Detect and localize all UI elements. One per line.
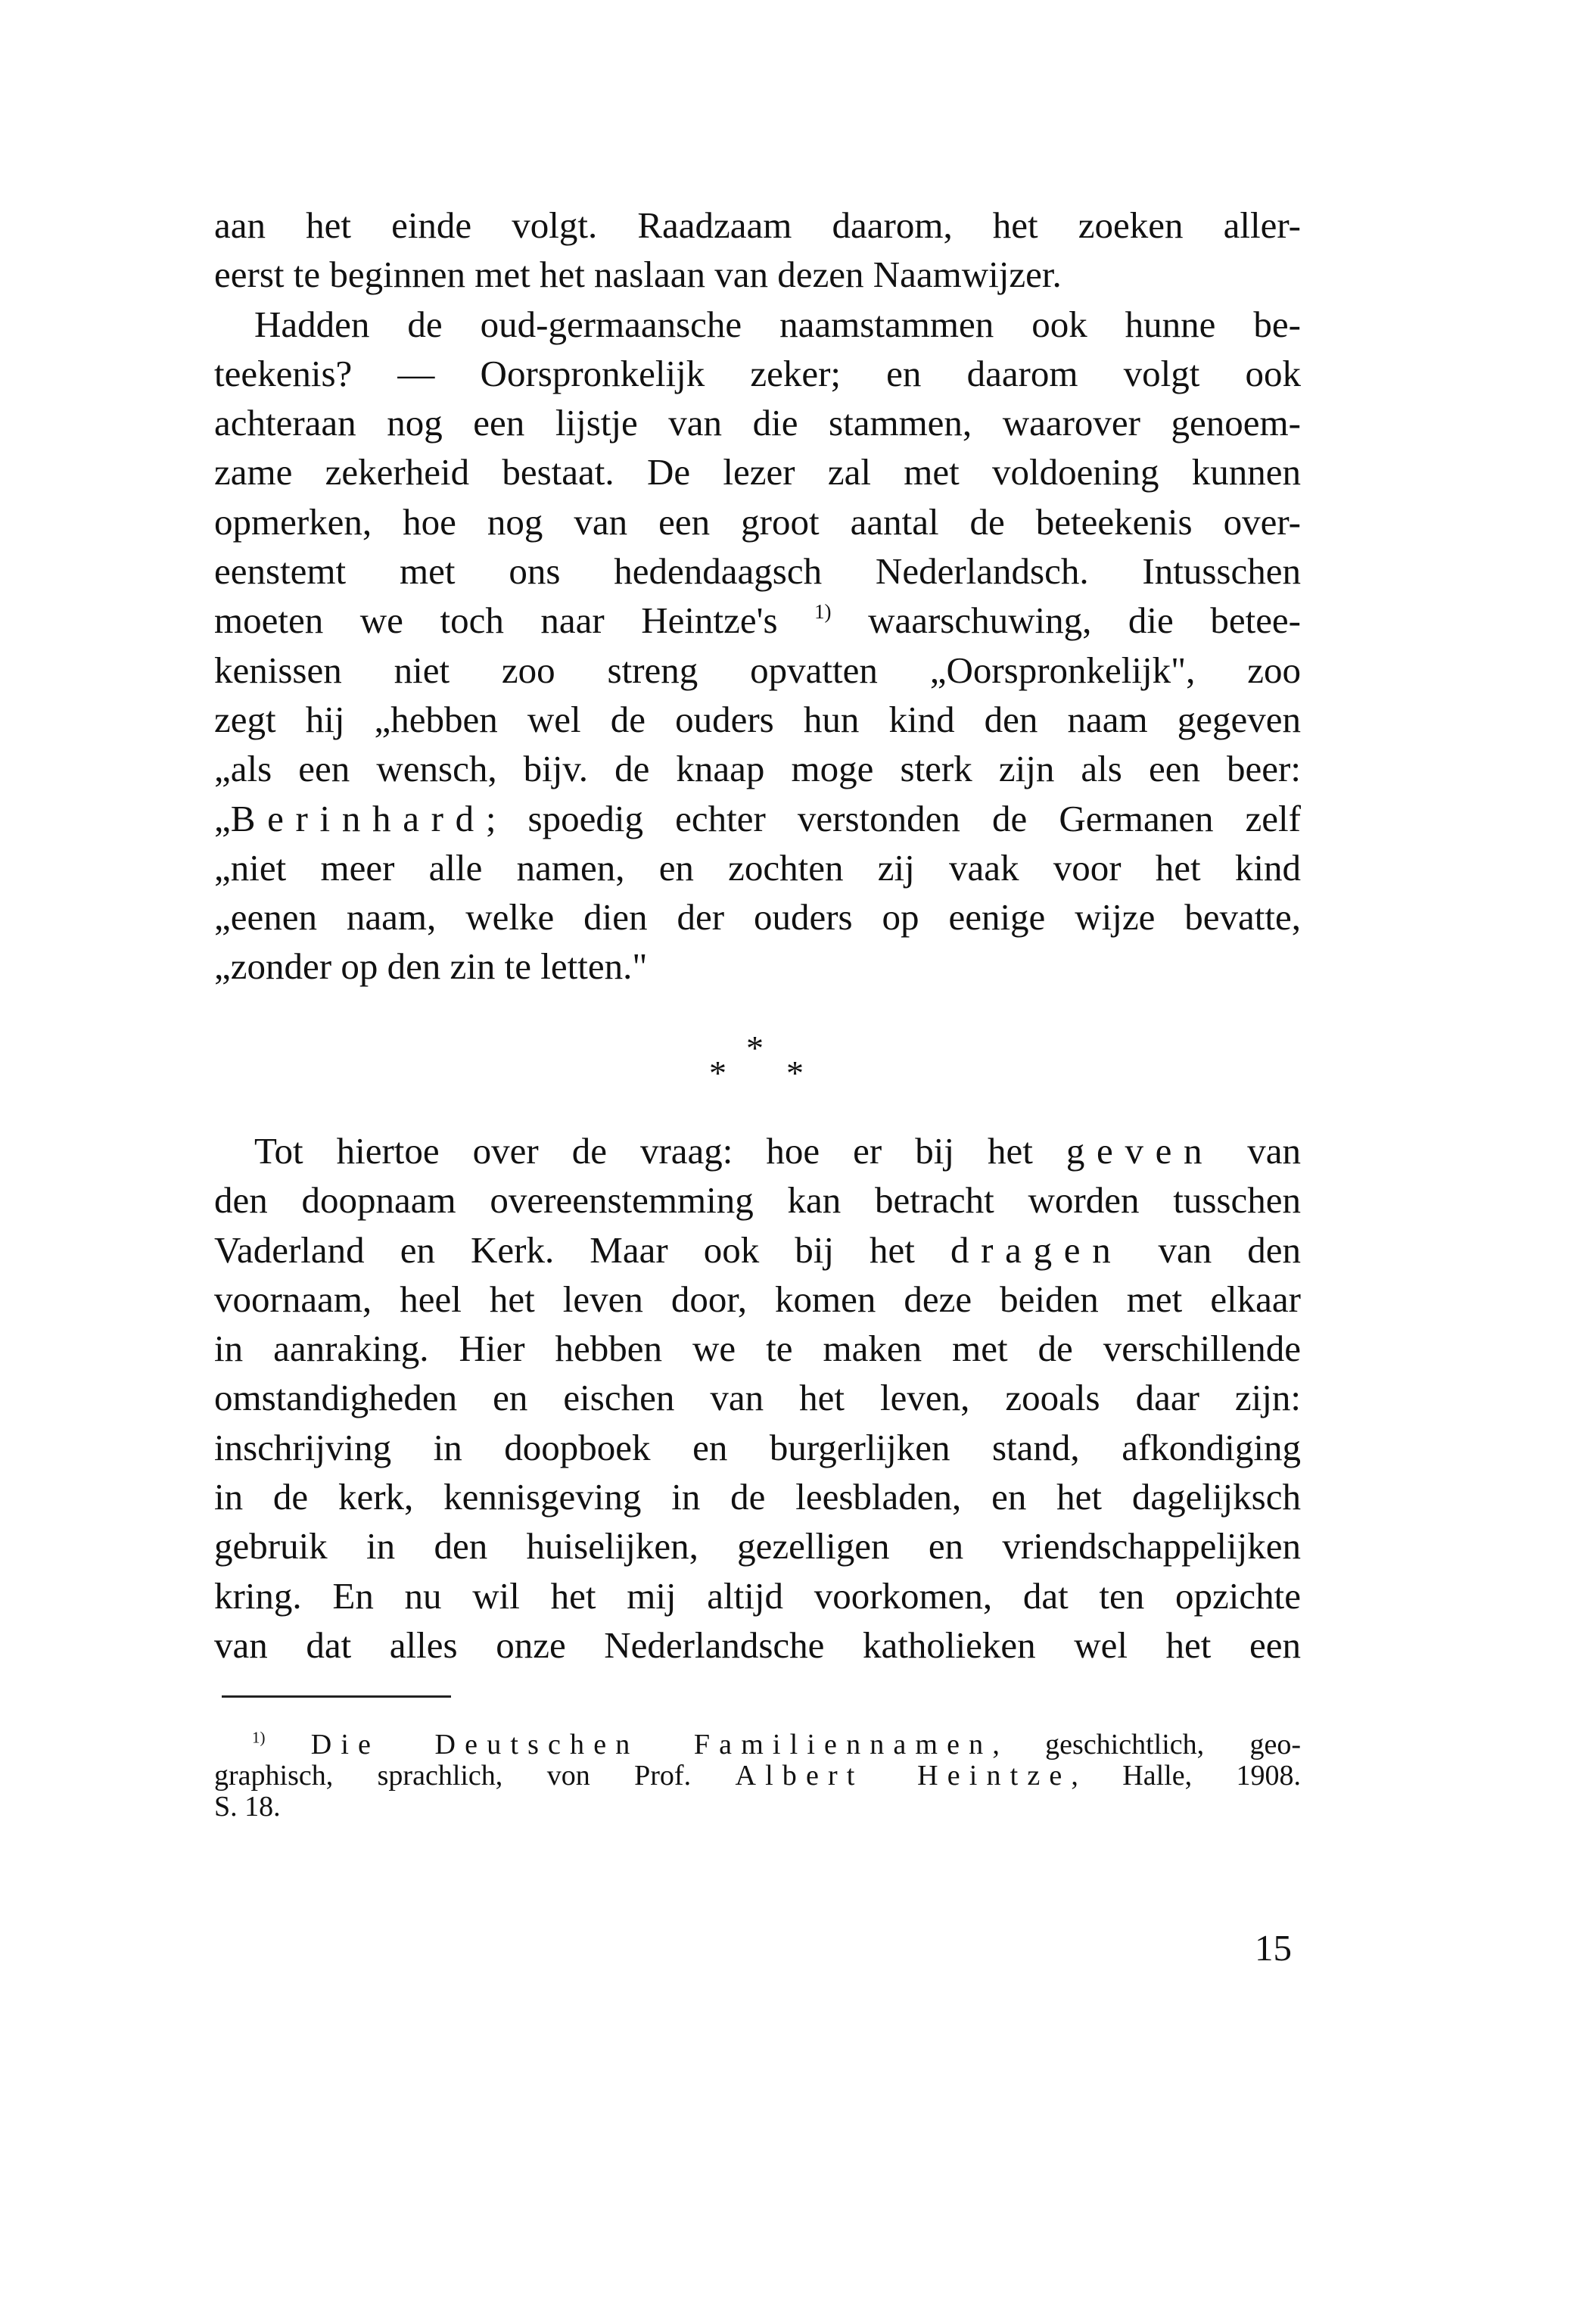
- text-segment: voornaam, heel het leven door, komen deze beiden met elkaar: [214, 1278, 1301, 1320]
- text-segment: „: [214, 797, 231, 839]
- text-segment: Tot hiertoe over de vraag: hoe er bij het: [254, 1130, 1066, 1172]
- text-line: [214, 794, 1301, 843]
- text-segment: opmerken, hoe nog van een groot aantal de beteekenis over-: [214, 500, 1301, 543]
- text-segment: zame zekerheid bestaat. De lezer zal met voldoening kunnen: [214, 451, 1301, 493]
- spaced-emphasis: Albert Heintze: [735, 1760, 1072, 1792]
- text-line: [214, 1620, 1301, 1670]
- separator-star-right: *: [786, 1054, 804, 1092]
- text-segment: van den: [1122, 1228, 1302, 1271]
- text-segment: kenissen niet zoo streng opvatten „Oorspronkelijk", zoo: [214, 649, 1301, 691]
- text-line: [214, 695, 1301, 744]
- text-line: [214, 201, 1301, 250]
- text-segment: den doopnaam overeenstemming kan betracht worden tusschen: [214, 1179, 1301, 1222]
- paragraph-1: [214, 201, 1301, 992]
- text-line: [214, 1126, 1301, 1175]
- text-segment: moeten we toch naar Heintze's: [214, 599, 815, 642]
- text-segment: , geschichtlich, geo-: [992, 1729, 1301, 1761]
- text-segment: gebruik in den huiselijken, gezelligen en vriendschappelijken: [214, 1525, 1301, 1568]
- footnote-marker: 1): [252, 1728, 266, 1747]
- text-line: [214, 1175, 1301, 1225]
- text-line: [214, 250, 1301, 299]
- spaced-emphasis: Berinhard: [230, 797, 486, 839]
- text-segment: graphisch, sprachlich, von Prof.: [214, 1760, 736, 1792]
- text-segment: ; spoedig echter verstonden de Germanen zelf: [485, 797, 1301, 839]
- footnote-marker: 1): [814, 600, 832, 624]
- paragraph-2: [214, 1126, 1301, 1670]
- text-segment: , Halle, 1908.: [1071, 1760, 1301, 1792]
- text-segment: omstandigheden en eischen van het leven, zooals daar zijn:: [214, 1377, 1301, 1419]
- text-line: [214, 1225, 1301, 1275]
- text-line: [214, 1792, 1301, 1823]
- text-segment: aan het einde volgt. Raadzaam daarom, het zoeken aller-: [214, 204, 1301, 246]
- spaced-emphasis: dragen: [950, 1228, 1123, 1271]
- text-segment: eerst te beginnen met het naslaan van dezen Naamwijzer.: [214, 254, 1062, 296]
- text-segment: in de kerk, kennisgeving in de leesbladen, en het dagelijksch: [214, 1476, 1301, 1518]
- text-line: [214, 942, 1301, 991]
- text-line: [214, 447, 1301, 497]
- text-segment: zegt hij „hebben wel de ouders hun kind den naam gegeven: [214, 698, 1301, 740]
- page-number: 15: [1255, 1927, 1292, 1969]
- text-line: [214, 1761, 1301, 1792]
- text-line: [214, 744, 1301, 793]
- text-line: [214, 349, 1301, 398]
- separator-star-top: *: [746, 1029, 764, 1067]
- text-segment: kring. En nu wil het mij altijd voorkomen, dat ten opzichte: [214, 1574, 1301, 1617]
- text-line: [214, 1571, 1301, 1620]
- text-segment: van: [1214, 1130, 1302, 1172]
- text-line: [214, 497, 1301, 546]
- text-line: [214, 1275, 1301, 1324]
- text-segment: inschrijving in doopboek en burgerlijken stand, afkondiging: [214, 1426, 1301, 1468]
- text-segment: „zonder op den zin te letten.": [214, 945, 648, 988]
- separator-star-left: *: [709, 1054, 726, 1092]
- text-segment: achteraan nog een lijstje van die stammen, waarover genoem-: [214, 402, 1301, 444]
- text-segment: van dat alles onze Nederlandsche katholieken wel het een: [214, 1624, 1301, 1666]
- text-line: [214, 398, 1301, 447]
- footnote: [214, 1729, 1301, 1823]
- text-line: [214, 1324, 1301, 1373]
- text-segment: „als een wensch, bijv. de knaap moge sterk zijn als een beer:: [214, 748, 1301, 790]
- text-line: [214, 300, 1301, 349]
- text-line: [214, 843, 1301, 892]
- text-segment: teekenis? — Oorspronkelijk zeker; en daarom volgt ook: [214, 352, 1301, 394]
- text-line: [214, 1423, 1301, 1472]
- text-segment: in aanraking. Hier hebben we te maken met de verschillende: [214, 1328, 1301, 1370]
- text-segment: „niet meer alle namen, en zochten zij vaak voor het kind: [214, 846, 1301, 889]
- text-line: [214, 1729, 1301, 1761]
- text-line: [214, 1521, 1301, 1571]
- text-segment: S. 18.: [214, 1791, 281, 1823]
- footnote-rule: [222, 1695, 451, 1698]
- text-segment: eenstemt met ons hedendaagsch Nederlandsch. Intusschen: [214, 550, 1301, 593]
- text-line: [214, 892, 1301, 942]
- spaced-emphasis: Die Deutschen Familiennamen: [310, 1729, 993, 1761]
- text-line: [214, 1472, 1301, 1521]
- text-segment: „eenen naam, welke dien der ouders op eenige wijze bevatte,: [214, 896, 1301, 939]
- text-segment: Hadden de oud-germaansche naamstammen ook hunne be-: [254, 303, 1301, 345]
- text-segment: Vaderland en Kerk. Maar ook bij het: [214, 1228, 950, 1271]
- text-segment: waarschuwing, die betee-: [831, 599, 1302, 642]
- text-segment: [265, 1729, 310, 1761]
- spaced-emphasis: geven: [1066, 1130, 1215, 1172]
- text-line: [214, 596, 1301, 645]
- text-line: [214, 1373, 1301, 1422]
- text-line: [214, 646, 1301, 695]
- text-line: [214, 546, 1301, 596]
